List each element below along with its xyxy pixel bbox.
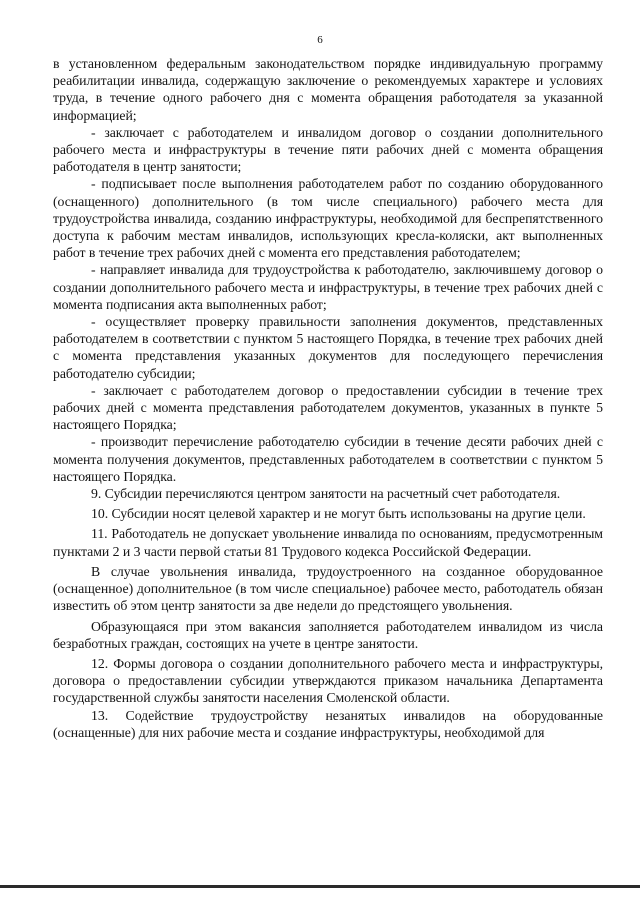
- paragraph-list-item: - направляет инвалида для трудоустройства к работодателю, заключившему договор о создании дополнительного рабочего места и инфраструктуры, в течение трех рабочих дней с момента подписания акта выполненных работ;: [53, 262, 603, 312]
- paragraph-dismissal: В случае увольнения инвалида, трудоустроенного на созданное оборудованное (оснащенное) дополнительное (в том числе специальное) рабочее место, работодатель обязан известить об этом центр занятости за две недели до предстоящего увольнения.: [53, 563, 603, 614]
- paragraph-clause-11: 11. Работодатель не допускает увольнение инвалида по основаниям, предусмотренным пунктами 2 и 3 части первой статьи 81 Трудового кодекса Российской Федерации.: [53, 526, 603, 559]
- paragraph-list-item: - заключает с работодателем договор о предоставлении субсидии в течение трех рабочих дней с момента представления работодателем документов, указанных в пункте 5 настоящего Порядка;: [53, 382, 603, 433]
- page-bottom-rule: [0, 885, 640, 888]
- paragraph-clause-10: 10. Субсидии носят целевой характер и не могут быть использованы на другие цели.: [91, 506, 586, 522]
- paragraph-clause-12: 12. Формы договора о создании дополнительного рабочего места и инфраструктуры, договора о предоставлении субсидии утверждаются приказом начальника Департамента государственной службы занятости населения Смоленской области.: [53, 655, 603, 706]
- paragraph-vacancy: Образующаяся при этом вакансия заполняется работодателем инвалидом из числа безработных граждан, состоящих на учете в центре занятости.: [53, 618, 603, 651]
- paragraph-list-item: - осуществляет проверку правильности заполнения документов, представленных работодателем в соответствии с пунктом 5 настоящего Порядка, в течение трех рабочих дней с момента представления указанных документов для последующего перечисления работодателю субсидии;: [53, 314, 603, 381]
- paragraph-list-item: - производит перечисление работодателю субсидии в течение десяти рабочих дней с момента получения документов, представленных работодателем в соответствии с пунктом 5 настоящего Порядка.: [53, 434, 603, 484]
- paragraph-clause-9: 9. Субсидии перечисляются центром занятости на расчетный счет работодателя.: [91, 486, 561, 502]
- paragraph-clause-13: 13. Содействие трудоустройству незанятых инвалидов на оборудованные (оснащенные) для них рабочие места и создание инфраструктуры, необходимой для: [53, 707, 603, 740]
- paragraph-continuation: в установленном федеральным законодательством порядке индивидуальную программу реабилитации инвалида, содержащую заключение о рекомендуемых характере и условиях труда, в течение одного рабочего дня с момента обращения работодателя за указанной информацией;: [53, 56, 603, 123]
- paragraph-list-item: - заключает с работодателем и инвалидом договор о создании дополнительного рабочего места и инфраструктуры в течение пяти рабочих дней с момента обращения работодателя в центр занятости;: [53, 124, 603, 175]
- document-body: [53, 55, 603, 741]
- page-number: 6: [317, 34, 323, 46]
- paragraph-list-item: - подписывает после выполнения работодателем работ по созданию оборудованного (оснащенного) дополнительного (в том числе специального) рабочего места для трудоустройства инвалида, созданию инфраструктуры, необходимой для беспрепятственного доступа к рабочим местам инвалидов, использующих кресла-коляски, акт выполненных работ в течение трех рабочих дней с момента его представления работодателем;: [53, 176, 603, 261]
